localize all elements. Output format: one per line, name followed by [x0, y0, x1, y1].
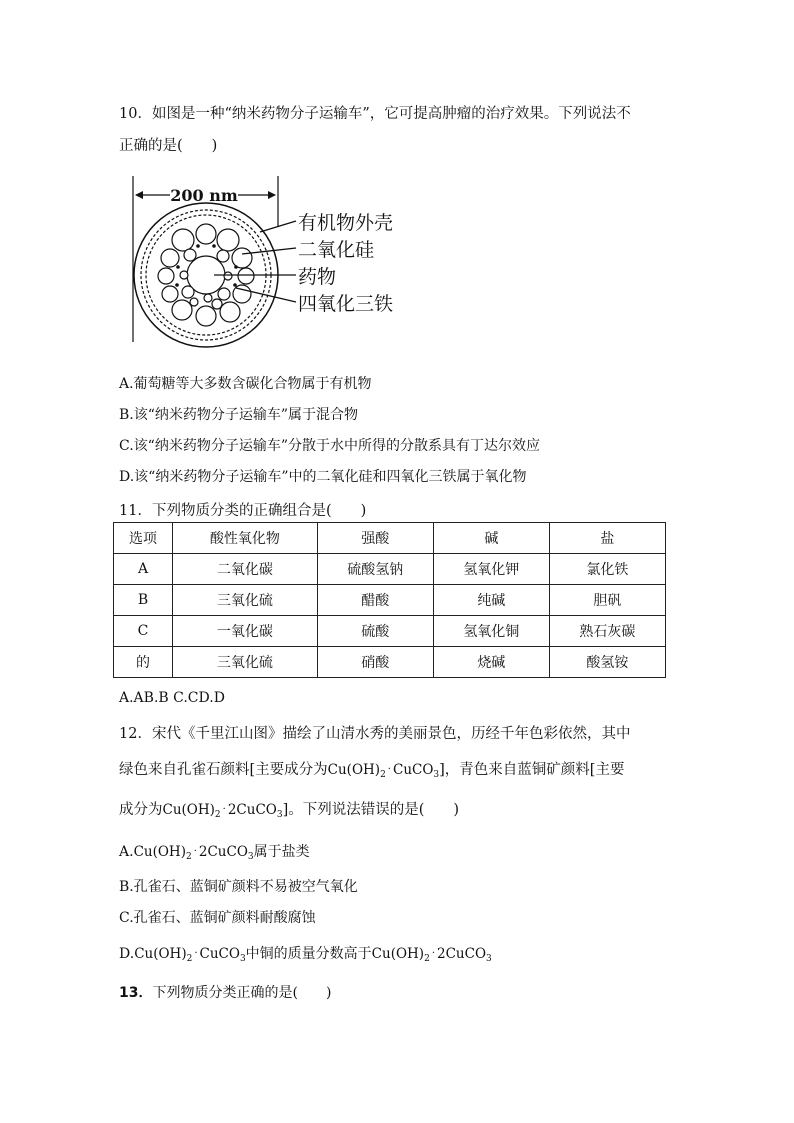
formula-azurite: $Cu(OH)_2$ · 2CuCO$_3$	[133, 844, 254, 862]
q12-stem-line2-post: ]，青色来自蓝铜矿颜料[主要	[439, 762, 625, 778]
q10-option-d[interactable]: D.该“纳米药物分子运输车”中的二氧化硅和四氧化三铁属于氧化物	[119, 469, 527, 485]
q13-stem-text: 下列物质分类正确的是( )	[152, 985, 332, 1001]
table-row	[114, 585, 666, 616]
formula-azurite: $Cu(OH)_2$ · 2CuCO$_3$	[371, 946, 492, 964]
formula-malachite: $Cu(OH)_2$ · CuCO$_3$	[134, 946, 246, 964]
table-header: 盐	[549, 523, 665, 554]
label-organic-shell: 有机物外壳	[298, 212, 394, 234]
table-header: 碱	[433, 523, 549, 554]
q12-stem-line3	[119, 798, 459, 820]
table-cell: 烧碱	[433, 647, 549, 678]
formula-azurite: $Cu(OH)_2$ · 2CuCO$_3$	[162, 802, 283, 820]
q12-option-a[interactable]: $A.Cu(OH)_2$ · 2CuCO$_3$属于盐类	[119, 844, 310, 862]
q10-option-b[interactable]: B.该“纳米药物分子运输车”属于混合物	[119, 407, 359, 423]
table-header: 选项	[114, 523, 173, 554]
formula-malachite: $Cu(OH)_2$ · CuCO$_3$	[327, 762, 440, 780]
table-row	[114, 647, 666, 678]
table-cell: 纯碱	[433, 585, 549, 616]
table-header: 强酸	[317, 523, 433, 554]
table-header: 酸性氧化物	[173, 523, 318, 554]
label-drug: 药物	[298, 266, 337, 288]
table-header-row	[114, 523, 666, 554]
table-cell: B	[114, 585, 173, 616]
table-cell: 一氧化碳	[173, 616, 318, 647]
scale-arrowhead-left	[135, 191, 143, 199]
table-cell: 胆矾	[549, 585, 665, 616]
table-cell: 氢氧化钾	[433, 554, 549, 585]
q11-classification-table	[113, 522, 666, 678]
q12-stem-line2	[119, 758, 624, 780]
table-row	[114, 554, 666, 585]
q12-stem-line3-pre: 成分为	[119, 802, 163, 818]
q12-stem-line1: 12．宋代《千里江山图》描绘了山清水秀的美丽景色，历经千年色彩依然，其中	[119, 726, 631, 742]
q10-stem-line1: 10．如图是一种“纳米药物分子运输车”，它可提高肿瘤的治疗效果。下列说法不	[119, 106, 631, 122]
leader-silica	[242, 248, 296, 254]
table-cell: 熟石灰碳	[549, 616, 665, 647]
table-cell: 三氧化硫	[173, 585, 318, 616]
table-cell: 三氧化硫	[173, 647, 318, 678]
scale-label: 200 nm	[170, 186, 238, 205]
table-cell: 氢氧化铜	[433, 616, 549, 647]
label-iron-oxide: 四氧化三铁	[298, 293, 394, 315]
q12-option-b[interactable]: B.孔雀石、蓝铜矿颜料不易被空气氧化	[119, 879, 358, 895]
table-cell: 硝酸	[317, 647, 433, 678]
label-silica: 二氧化硅	[298, 239, 375, 261]
table-cell: 酸氢铵	[549, 647, 665, 678]
q13-stem	[119, 982, 331, 1002]
q11-answer-options[interactable]: A.AB.B C.CD.D	[119, 690, 225, 706]
q12-option-c[interactable]: C.孔雀石、蓝铜矿颜料耐酸腐蚀	[119, 910, 316, 926]
q11-stem: 11．下列物质分类的正确组合是( )	[119, 503, 367, 519]
q13-number: 13．	[119, 985, 153, 1001]
nano-drug-carrier-diagram	[118, 172, 418, 350]
table-row	[114, 616, 666, 647]
q10-option-c[interactable]: C.该“纳米药物分子运输车”分散于水中所得的分散系具有丁达尔效应	[119, 438, 540, 454]
q10-option-a[interactable]: A.葡萄糖等大多数含碳化合物属于有机物	[119, 376, 372, 392]
table-cell: C	[114, 616, 173, 647]
table-cell: 二氧化碳	[173, 554, 318, 585]
table-cell: 醋酸	[317, 585, 433, 616]
table-cell: 的	[114, 647, 173, 678]
q10-stem-line2: 正确的是( )	[119, 138, 218, 154]
q12-stem-line3-post: ]。下列说法错误的是( )	[282, 802, 460, 818]
table-cell: 硫酸氢钠	[317, 554, 433, 585]
table-cell: 硫酸	[317, 616, 433, 647]
scale-arrowhead-right	[268, 191, 276, 199]
q12-option-d[interactable]: $D.Cu(OH)_2$ · CuCO$_3$中铜的质量分数高于$Cu(OH)_2$ · 2CuCO$_3$	[119, 946, 492, 964]
q12-stem-line2-pre: 绿色来自孔雀石颜料[主要成分为	[119, 762, 328, 778]
table-cell: A	[114, 554, 173, 585]
table-cell: 氯化铁	[549, 554, 665, 585]
